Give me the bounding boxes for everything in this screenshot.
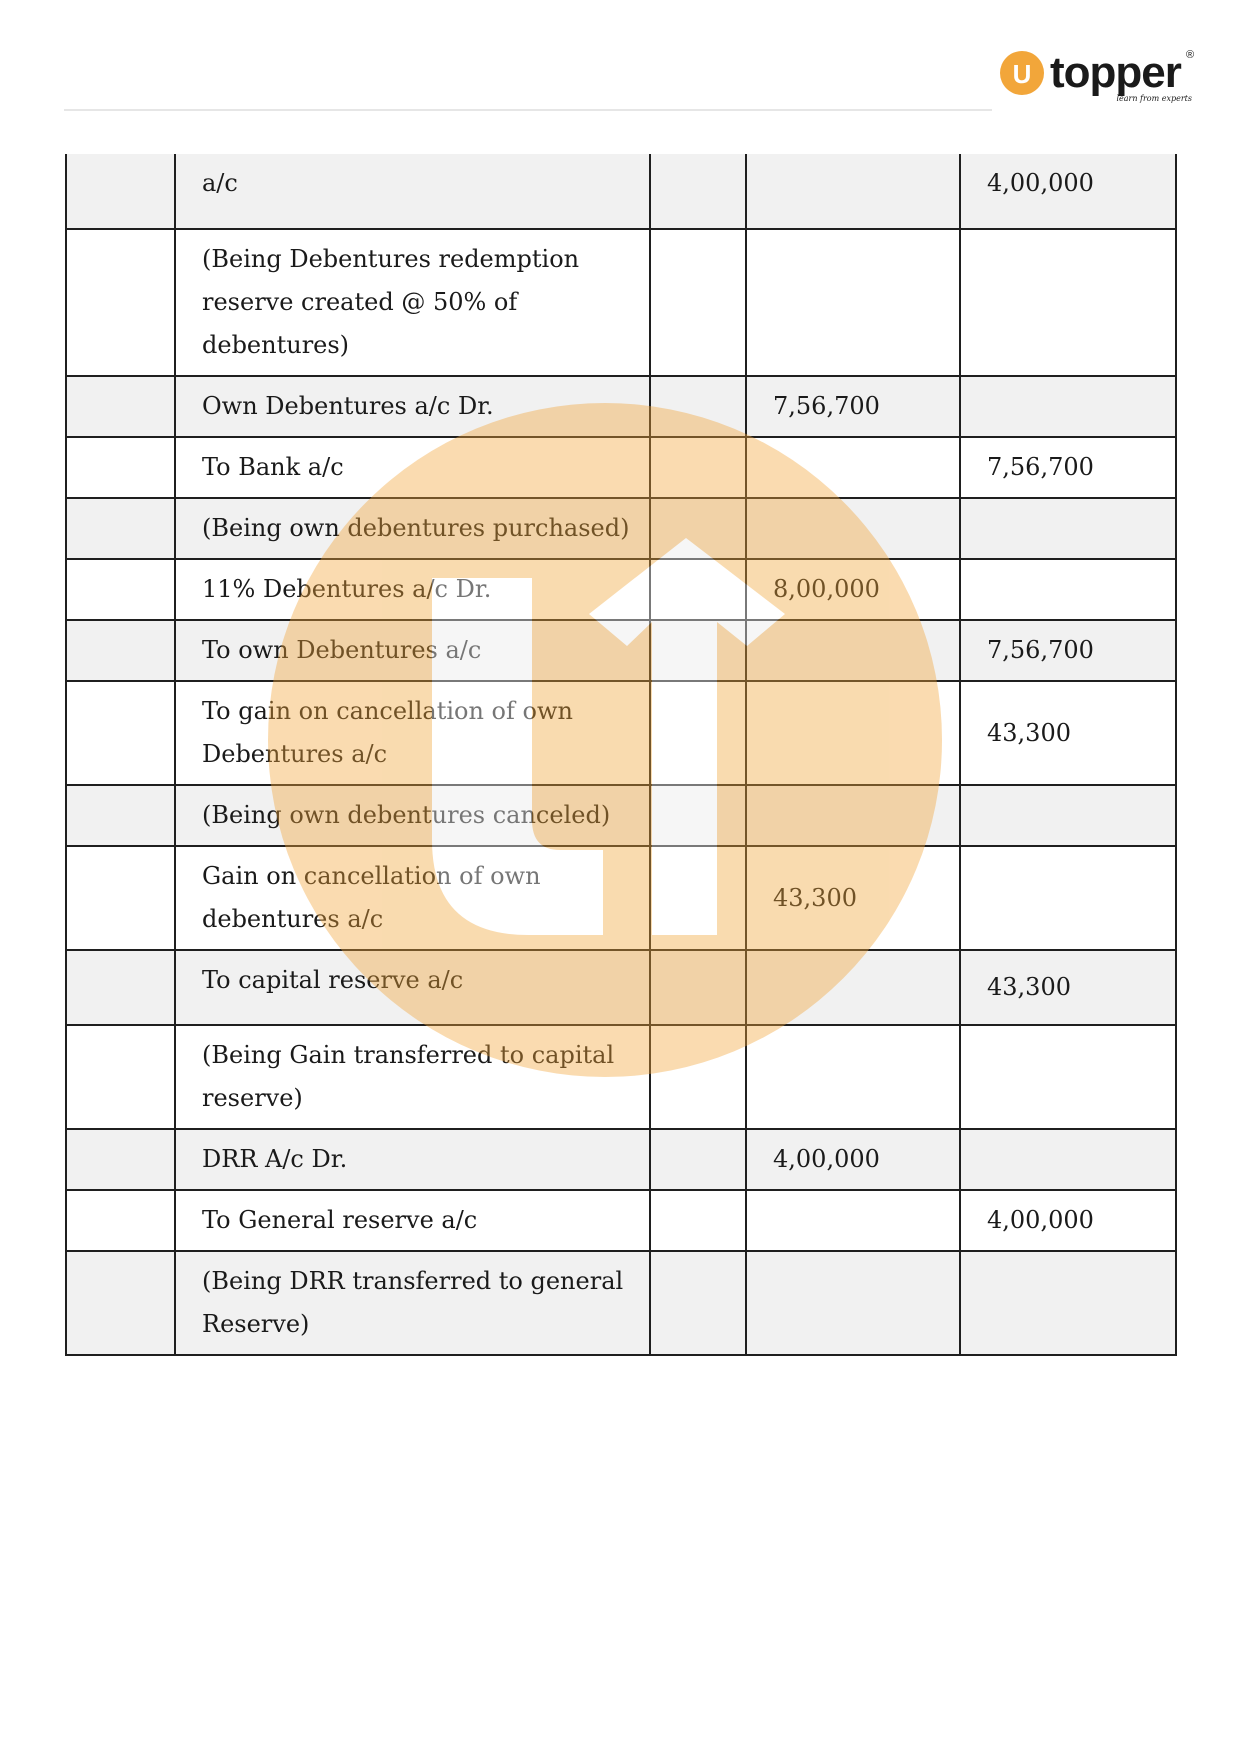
debit-amount-cell: 43,300 xyxy=(746,846,960,950)
journal-row xyxy=(66,154,1176,229)
debit-amount-cell xyxy=(746,1025,960,1129)
ledger-folio-cell xyxy=(650,785,746,846)
date-cell xyxy=(66,846,175,950)
date-cell xyxy=(66,620,175,681)
credit-amount-cell xyxy=(960,785,1176,846)
date-cell xyxy=(66,498,175,559)
registered-mark: ® xyxy=(1186,49,1195,61)
credit-amount-cell xyxy=(960,1129,1176,1190)
particulars-cell: 11% Debentures a/c Dr. xyxy=(175,559,650,620)
particulars-cell: (Being DRR transferred to general Reserve) xyxy=(175,1251,650,1355)
date-cell xyxy=(66,681,175,785)
journal-row xyxy=(66,681,1176,785)
particulars-cell: (Being Debentures redemption reserve created @ 50% of debentures) xyxy=(175,229,650,376)
journal-row xyxy=(66,846,1176,950)
logo-tagline: learn from experts xyxy=(1116,94,1192,103)
journal-row xyxy=(66,620,1176,681)
debit-amount-cell xyxy=(746,437,960,498)
ledger-folio-cell xyxy=(650,437,746,498)
debit-amount-cell xyxy=(746,620,960,681)
ledger-folio-cell xyxy=(650,681,746,785)
credit-amount-cell: 7,56,700 xyxy=(960,437,1176,498)
journal-row xyxy=(66,785,1176,846)
journal-row xyxy=(66,498,1176,559)
ledger-folio-cell xyxy=(650,1251,746,1355)
journal-row xyxy=(66,1251,1176,1355)
credit-amount-cell xyxy=(960,846,1176,950)
particulars-cell: Own Debentures a/c Dr. xyxy=(175,376,650,437)
date-cell xyxy=(66,950,175,1025)
debit-amount-cell xyxy=(746,1251,960,1355)
ledger-folio-cell xyxy=(650,229,746,376)
credit-amount-cell xyxy=(960,229,1176,376)
credit-amount-cell xyxy=(960,1025,1176,1129)
topper-logo[interactable] xyxy=(1000,46,1200,108)
credit-amount-cell: 7,56,700 xyxy=(960,620,1176,681)
ledger-folio-cell xyxy=(650,846,746,950)
credit-amount-cell: 43,300 xyxy=(960,681,1176,785)
logo-mark: U xyxy=(1012,59,1032,89)
date-cell xyxy=(66,1251,175,1355)
journal-row xyxy=(66,1190,1176,1251)
credit-amount-cell: 4,00,000 xyxy=(960,154,1176,229)
ledger-folio-cell xyxy=(650,1190,746,1251)
particulars-cell: To Bank a/c xyxy=(175,437,650,498)
ledger-folio-cell xyxy=(650,154,746,229)
date-cell xyxy=(66,1190,175,1251)
particulars-cell: (Being Gain transferred to capital reserve) xyxy=(175,1025,650,1129)
credit-amount-cell xyxy=(960,498,1176,559)
debit-amount-cell: 7,56,700 xyxy=(746,376,960,437)
journal-entries-table xyxy=(65,154,1177,1356)
date-cell xyxy=(66,376,175,437)
ledger-folio-cell xyxy=(650,1025,746,1129)
credit-amount-cell xyxy=(960,376,1176,437)
journal-row xyxy=(66,1025,1176,1129)
debit-amount-cell: 8,00,000 xyxy=(746,559,960,620)
journal-row xyxy=(66,376,1176,437)
ledger-folio-cell xyxy=(650,620,746,681)
date-cell xyxy=(66,1129,175,1190)
debit-amount-cell xyxy=(746,785,960,846)
header-divider xyxy=(64,109,992,111)
particulars-cell: DRR A/c Dr. xyxy=(175,1129,650,1190)
journal-row xyxy=(66,559,1176,620)
journal-row xyxy=(66,950,1176,1025)
ledger-folio-cell xyxy=(650,1129,746,1190)
particulars-cell: a/c xyxy=(175,154,650,229)
debit-amount-cell: 4,00,000 xyxy=(746,1129,960,1190)
credit-amount-cell: 4,00,000 xyxy=(960,1190,1176,1251)
ledger-folio-cell xyxy=(650,498,746,559)
date-cell xyxy=(66,785,175,846)
credit-amount-cell xyxy=(960,1251,1176,1355)
particulars-cell: (Being own debentures purchased) xyxy=(175,498,650,559)
particulars-cell: (Being own debentures canceled) xyxy=(175,785,650,846)
particulars-cell: Gain on cancellation of own debentures a/c xyxy=(175,846,650,950)
particulars-cell: To gain on cancellation of own Debentures a/c xyxy=(175,681,650,785)
journal-row xyxy=(66,229,1176,376)
logo-wordmark: topper xyxy=(1050,48,1181,97)
credit-amount-cell: 43,300 xyxy=(960,950,1176,1025)
date-cell xyxy=(66,229,175,376)
particulars-cell: To own Debentures a/c xyxy=(175,620,650,681)
date-cell xyxy=(66,437,175,498)
particulars-cell: To General reserve a/c xyxy=(175,1190,650,1251)
date-cell xyxy=(66,154,175,229)
debit-amount-cell xyxy=(746,681,960,785)
ledger-folio-cell xyxy=(650,376,746,437)
journal-row xyxy=(66,1129,1176,1190)
date-cell xyxy=(66,559,175,620)
debit-amount-cell xyxy=(746,229,960,376)
debit-amount-cell xyxy=(746,154,960,229)
debit-amount-cell xyxy=(746,950,960,1025)
debit-amount-cell xyxy=(746,1190,960,1251)
date-cell xyxy=(66,1025,175,1129)
ledger-folio-cell xyxy=(650,559,746,620)
credit-amount-cell xyxy=(960,559,1176,620)
journal-row xyxy=(66,437,1176,498)
debit-amount-cell xyxy=(746,498,960,559)
ledger-folio-cell xyxy=(650,950,746,1025)
particulars-cell: To capital reserve a/c xyxy=(175,950,650,1025)
